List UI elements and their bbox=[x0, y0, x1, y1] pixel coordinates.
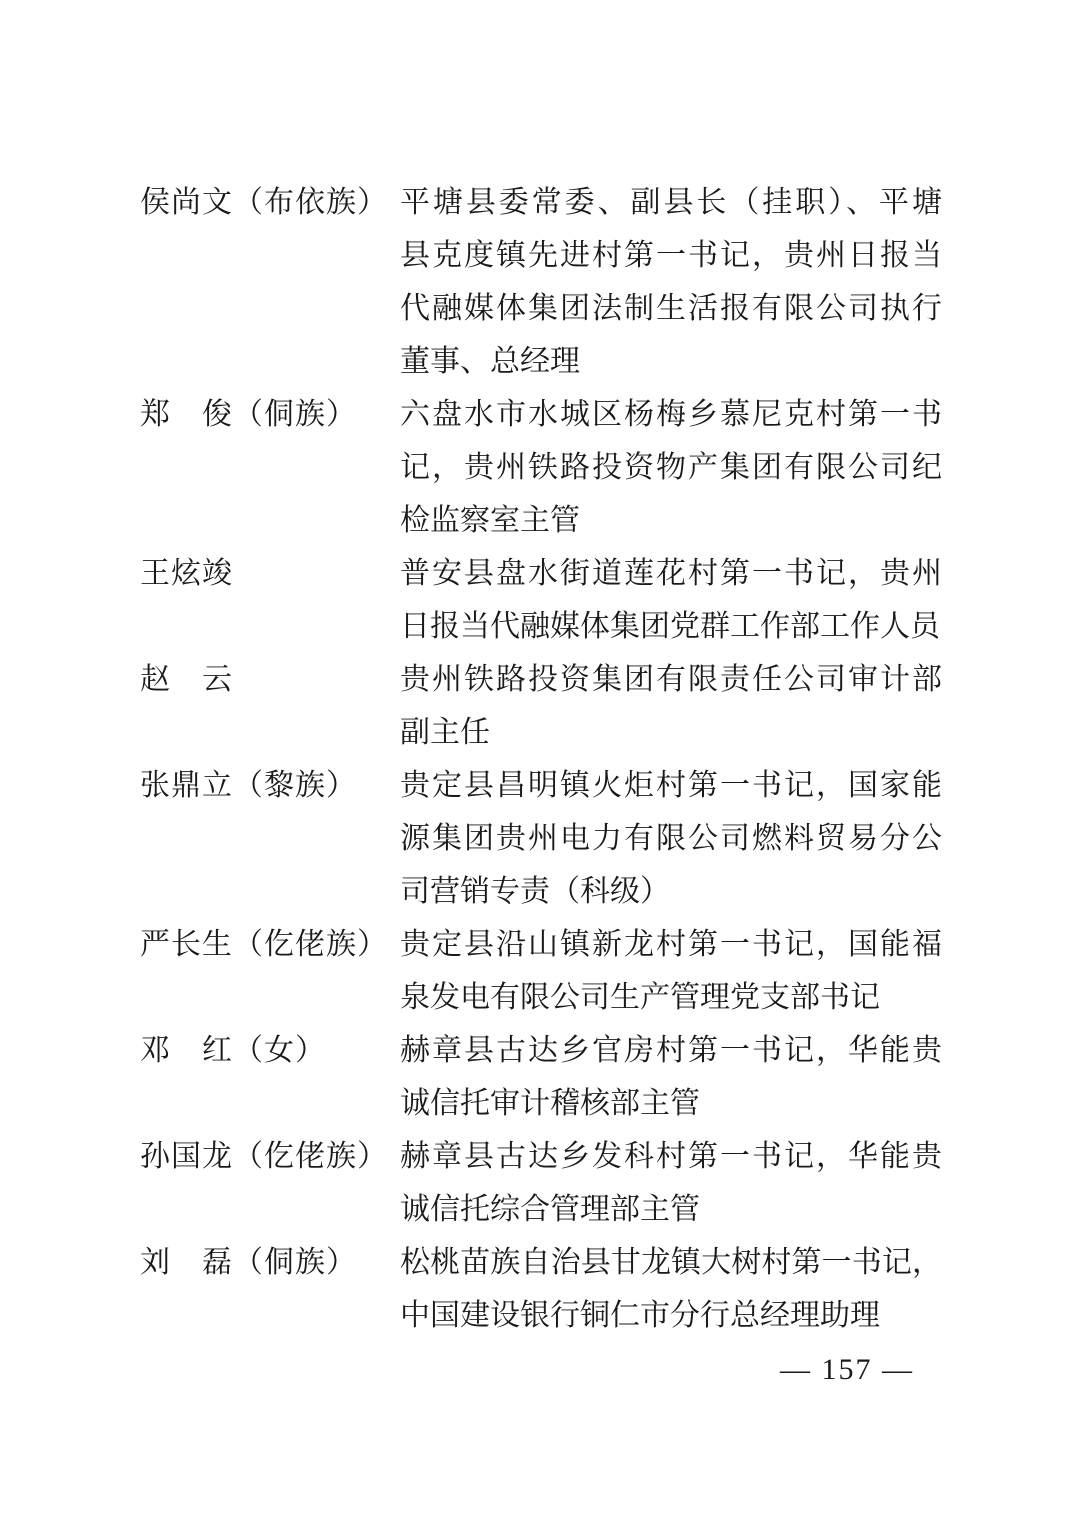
entry-description bbox=[400, 759, 942, 918]
list-item bbox=[140, 547, 942, 653]
person-name: 孙国龙（仡佬族） bbox=[140, 1140, 388, 1173]
page-number: — 157 — bbox=[780, 1353, 914, 1386]
person-name: 刘 磊（侗族） bbox=[140, 1246, 357, 1279]
entry-description bbox=[400, 653, 942, 759]
list-item bbox=[140, 1130, 942, 1236]
description-line: 诚信托综合管理部主管 bbox=[400, 1193, 700, 1226]
description-line: 诚信托审计稽核部主管 bbox=[400, 1087, 700, 1120]
description-line: 源集团贵州电力有限公司燃料贸易分公 bbox=[400, 822, 942, 855]
description-line: 记，贵州铁路投资物产集团有限公司纪 bbox=[400, 451, 942, 484]
entry-description bbox=[400, 388, 942, 547]
description-line: 松桃苗族自治县甘龙镇大树村第一书记， bbox=[400, 1246, 942, 1279]
person-name: 赵 云 bbox=[140, 663, 233, 696]
description-line: 县克度镇先进村第一书记，贵州日报当 bbox=[400, 239, 942, 272]
description-line: 中国建设银行铜仁市分行总经理助理 bbox=[400, 1299, 880, 1332]
description-line: 平塘县委常委、副县长（挂职）、平塘 bbox=[400, 186, 942, 219]
person-name: 邓 红（女） bbox=[140, 1034, 326, 1067]
description-line: 贵州铁路投资集团有限责任公司审计部 bbox=[400, 663, 942, 696]
entry-description bbox=[400, 1024, 942, 1130]
description-line: 泉发电有限公司生产管理党支部书记 bbox=[400, 981, 880, 1014]
description-line: 普安县盘水街道莲花村第一书记，贵州 bbox=[400, 557, 942, 590]
list-item bbox=[140, 176, 942, 388]
entry-description bbox=[400, 547, 942, 653]
description-line: 赫章县古达乡官房村第一书记，华能贵 bbox=[400, 1034, 942, 1067]
description-line: 贵定县昌明镇火炬村第一书记，国家能 bbox=[400, 769, 942, 802]
description-line: 日报当代融媒体集团党群工作部工作人员 bbox=[400, 610, 940, 643]
person-name: 张鼎立（黎族） bbox=[140, 769, 357, 802]
entry-description bbox=[400, 176, 942, 388]
entry-description bbox=[400, 1130, 942, 1236]
entry-description bbox=[400, 918, 942, 1024]
description-line: 检监察室主管 bbox=[400, 504, 580, 537]
person-name: 侯尚文（布依族） bbox=[140, 186, 388, 219]
description-line: 贵定县沿山镇新龙村第一书记，国能福 bbox=[400, 928, 942, 961]
person-name: 郑 俊（侗族） bbox=[140, 398, 357, 431]
person-name: 严长生（仡佬族） bbox=[140, 928, 388, 961]
description-line: 赫章县古达乡发科村第一书记，华能贵 bbox=[400, 1140, 942, 1173]
description-line: 六盘水市水城区杨梅乡慕尼克村第一书 bbox=[400, 398, 942, 431]
entry-description bbox=[400, 1236, 942, 1342]
list-item bbox=[140, 388, 942, 547]
list-item bbox=[140, 1236, 942, 1342]
list-item bbox=[140, 653, 942, 759]
entry-list bbox=[140, 176, 942, 1342]
description-line: 副主任 bbox=[400, 716, 490, 749]
list-item bbox=[140, 759, 942, 918]
list-item bbox=[140, 1024, 942, 1130]
description-line: 司营销专责（科级） bbox=[400, 875, 670, 908]
description-line: 董事、总经理 bbox=[400, 345, 580, 378]
list-item bbox=[140, 918, 942, 1024]
person-name: 王炫竣 bbox=[140, 557, 233, 590]
description-line: 代融媒体集团法制生活报有限公司执行 bbox=[400, 292, 942, 325]
